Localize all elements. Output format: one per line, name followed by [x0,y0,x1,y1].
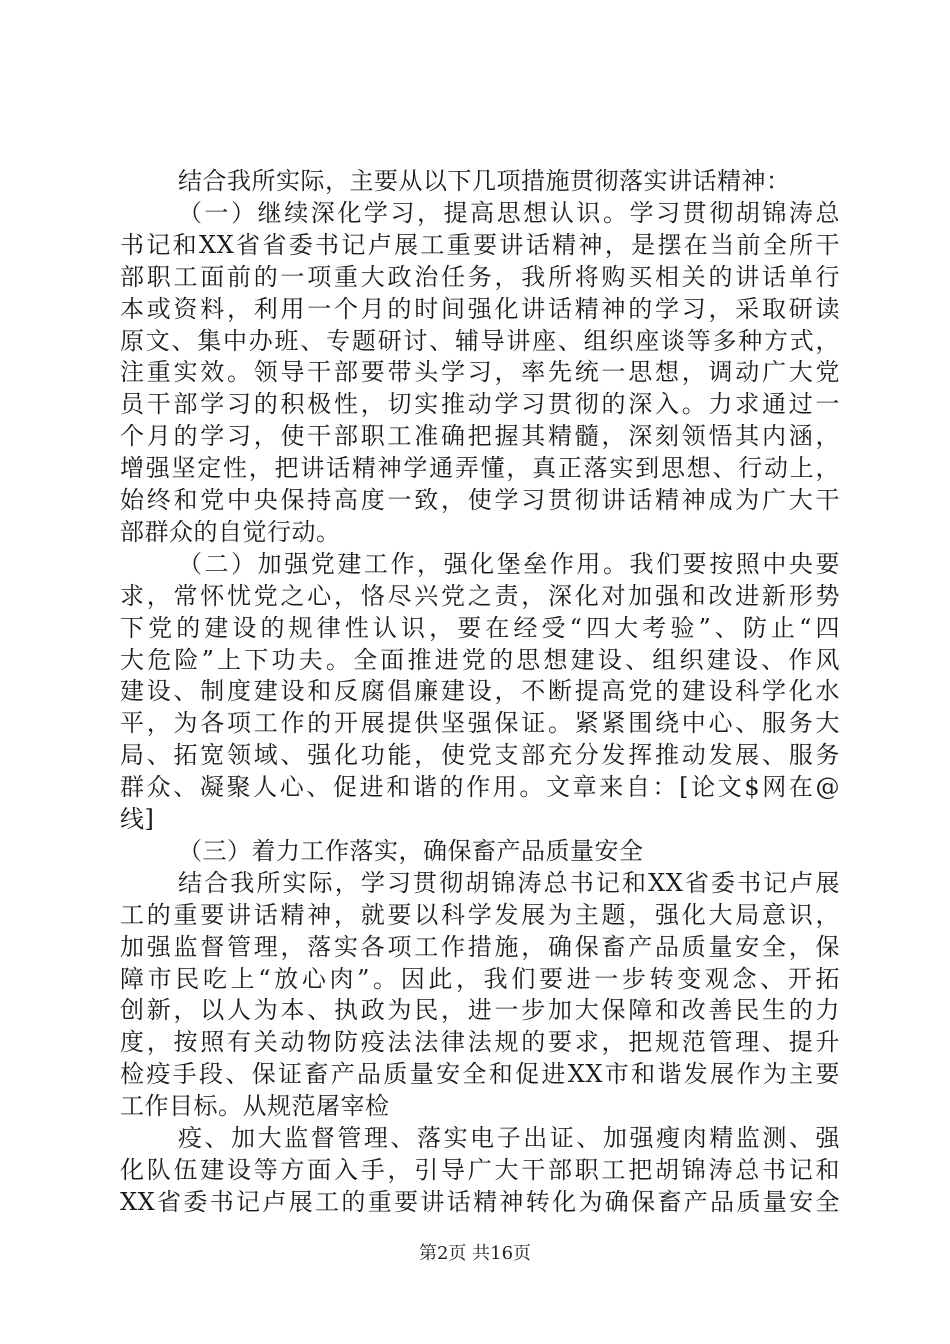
text-line: 本或资料，利用一个月的时间强化讲话精神的学习，采取研读 [120,294,840,323]
text-line: 工作目标。从规范屠宰检 [120,1092,390,1121]
text-line: （一）继续深化学习，提高思想认识。学习贯彻胡锦涛总 [178,198,840,227]
text-line: 部职工面前的一项重大政治任务，我所将购买相关的讲话单行 [120,262,840,291]
text-line: 原文、集中办班、专题研讨、辅导讲座、组织座谈等多种方式， [120,326,840,355]
page-number-footer: 第2页 共16页 [418,1243,532,1264]
text-line: 检疫手段、保证畜产品质量安全和促进XX市和谐发展作为主要 [120,1060,840,1089]
text-line: 度，按照有关动物防疫法法律法规的要求，把规范管理、提升 [120,1028,840,1057]
text-line: 个月的学习，使干部职工准确把握其精髓，深刻领悟其内涵， [120,422,840,451]
text-line: 障市民吃上“放心肉”。因此，我们要进一步转变观念、开拓 [120,964,840,993]
text-line: 注重实效。领导干部要带头学习，率先统一思想，调动广大党 [120,358,840,387]
text-line: 工的重要讲话精神，就要以科学发展为主题，强化大局意识， [120,900,840,929]
text-line: 疫、加大监督管理、落实电子出证、加强瘦肉精监测、强 [178,1124,840,1152]
text-line: 下党的建设的规律性认识，要在经受“四大考验”、防止“四 [120,613,840,642]
text-line: 化队伍建设等方面入手，引导广大干部职工把胡锦涛总书记和 [120,1155,840,1184]
text-line: （二）加强党建工作，强化堡垒作用。我们要按照中央要 [178,549,840,578]
text-line: 增强坚定性，把讲话精神学通弄懂，真正落实到思想、行动上， [120,454,840,483]
text-line: 群众、凝聚人心、促进和谐的作用。文章来自：[论文$网在@ [120,773,840,802]
text-line: 员干部学习的积极性，切实推动学习贯彻的深入。力求通过一 [120,390,840,419]
text-line: 平，为各项工作的开展提供坚强保证。紧紧围绕中心、服务大 [120,709,840,738]
text-line: 始终和党中央保持高度一致，使学习贯彻讲话精神成为广大干 [120,486,840,514]
text-line: 大危险”上下功夫。全面推进党的思想建设、组织建设、作风 [120,645,840,674]
text-line: XX省委书记卢展工的重要讲话精神转化为确保畜产品质量安全 [120,1187,840,1216]
text-line: 创新，以人为本、执政为民，进一步加大保障和改善民生的力 [120,996,840,1025]
text-line: 结合我所实际，学习贯彻胡锦涛总书记和XX省委书记卢展 [178,868,840,897]
text-line: 部群众的自觉行动。 [120,517,341,546]
text-line: 建设、制度建设和反腐倡廉建设，不断提高党的建设科学化水 [120,677,840,706]
text-line: 局、拓宽领域、强化功能，使党支部充分发挥推动发展、服务 [120,741,840,770]
text-line: 书记和XX省省委书记卢展工重要讲话精神，是摆在当前全所干 [120,230,840,259]
text-line: 加强监督管理，落实各项工作措施，确保畜产品质量安全，保 [120,932,840,961]
text-line: 求，常怀忧党之心，恪尽兴党之责，深化对加强和改进新形势 [120,581,840,610]
text-line: 线] [120,805,155,833]
section-heading: （三）着力工作落实，确保畜产品质量安全 [178,836,644,865]
text-line: 结合我所实际，主要从以下几项措施贯彻落实讲话精神： [178,167,791,195]
